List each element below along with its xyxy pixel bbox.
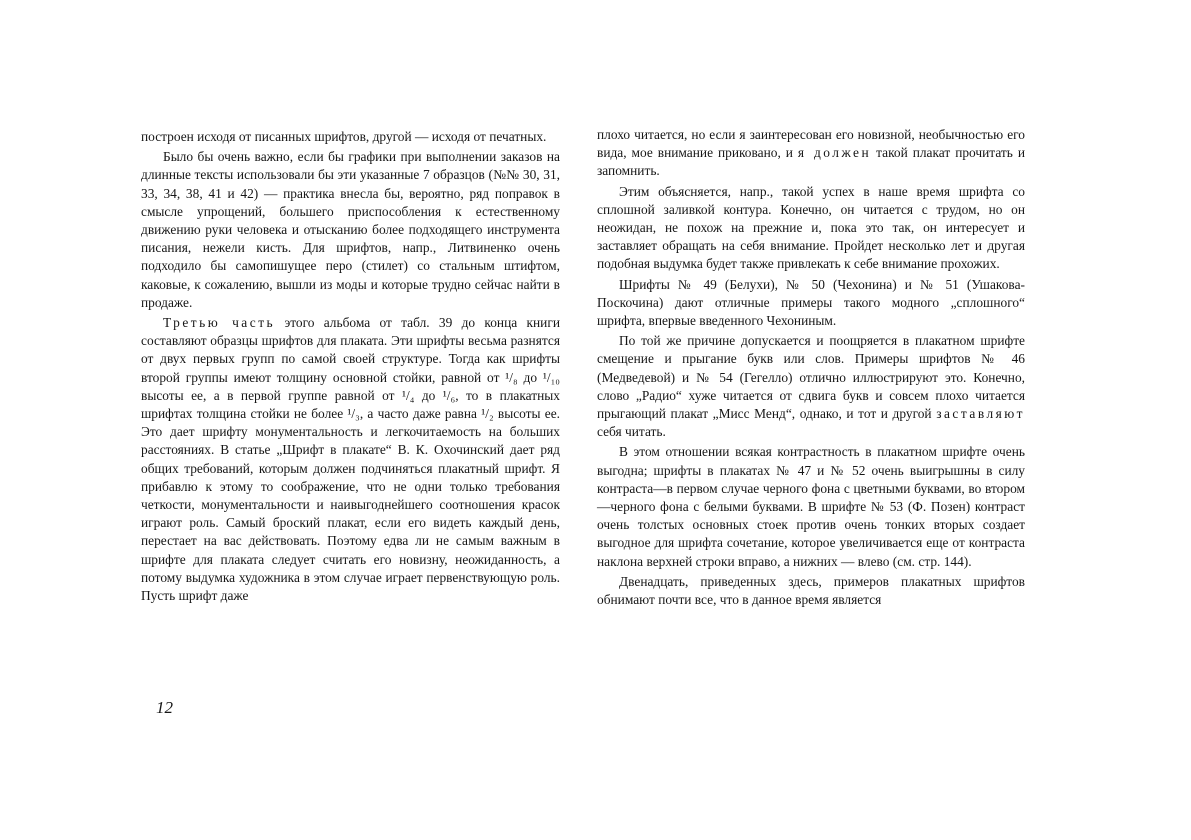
text-run: По той же причине допускается и поощряется в плакатном шрифте смещение и прыгание букв или слов. Примеры шрифтов № 46 (Медведевой) и № 54 (Гегелло) отлично иллюстрируют это. Конечно, слово „Радио“ хуже читается от сдвига букв и совсем плохо читается прыгающий плакат „Мисс Менд“, однако, и тот и другой — [597, 333, 1025, 422]
text-run: , то в плакатных шрифтах толщина стойки не более — [141, 387, 560, 422]
text-run: высоты ее, а в первой группе равной от — [141, 387, 402, 403]
text-run: себя читать. — [597, 424, 666, 440]
fraction: ¹/₁₀ — [542, 369, 560, 385]
left-paragraph-1: построен исходя от писанных шрифтов, другой — исходя от печатных. — [141, 129, 547, 144]
left-paragraph-2: Было бы очень важно, если бы графики при выполнении заказов на длинные тексты использовали бы эти указанные 7 образцов (№№ 30, 31, 33, 34, 38, 41 и 42) — практика внесла бы, вероятно, ряд поправок в смысле упрощений, большего приспособления к естественному движению руки человека и отысканию более подходящего инструмента писания, нежели кисть. Для шрифтов, напр., Литвиненко очень подходило бы самопишущее перо (стилет) со стальным штифтом, каковые, к сожалению, вышли из моды и которые трудно сейчас найти в продаже. — [141, 149, 560, 310]
spaced-emphasis: Третью часть — [163, 315, 276, 331]
right-paragraph-5: В этом отношении всякая контрастность в плакатном шрифте очень выгодна; шрифты в плакатах № 47 и № 52 очень выигрышны в силу контраста—в первом случае черного фона с цветными буквами, во втором—черного фона с белыми буквами. В шрифте № 53 (Ф. Позен) контраст очень толстых основных стоек против очень тонких вторых создает выгодное для шрифта сочетание, которое увеличивается еще от контраста наклона верхней строки вправо, а нижних — влево (см. стр. 144). — [597, 444, 1025, 569]
text-run: до — [414, 387, 443, 403]
right-paragraph-2: Этим объясняется, напр., такой успех в наше время шрифта со сплошной заливкой контура. Конечно, он читается с трудом, но он неожидан, не похож на прежние и, пока это так, он интересует и заставляет обращать на себя внимание. Пройдет несколько лет и другая подобная выдумка будет также привлекать к себе внимание прохожих. — [597, 183, 1025, 272]
right-paragraph-6: Двенадцать, приведенных здесь, примеров плакатных шрифтов обнимают почти все, что в данное время является — [597, 573, 1025, 608]
fraction: ¹/₂ — [481, 406, 494, 422]
text-run: такой плакат прочитать и запомнить. — [597, 145, 1025, 179]
text-run: , а часто даже равна — [359, 406, 482, 422]
right-paragraph-3: Шрифты № 49 (Белухи), № 50 (Чехонина) и № 51 (Ушакова-Поскочина) дают отличные примеры такого модного „сплошного“ шрифта, впервые введенного Чехониным. — [597, 276, 1025, 329]
page-number: 12 — [156, 698, 173, 717]
text-run: до — [517, 369, 543, 385]
fraction: ¹/₃ — [347, 406, 360, 422]
text-run: плохо читается, но если я заинтересован его новизной, необычностью его вида, мое внимание приковано, и — [597, 127, 1025, 161]
right-paragraph-4 — [597, 332, 1025, 441]
right-paragraph-1 — [597, 126, 1025, 181]
left-paragraph-3 — [141, 314, 560, 605]
fraction: ¹/₆ — [442, 387, 456, 403]
spaced-emphasis: заставляют — [936, 406, 1025, 422]
text-run: этого альбома от табл. 39 до конца книги составляют образцы шрифтов для плаката. Эти шрифты весьма разнятся от двух первых групп по самой своей структуре. Тогда как шрифты второй группы имеют толщину основной стойки, равной от — [141, 315, 560, 385]
fraction: ¹/₄ — [401, 387, 415, 403]
right-page-text — [597, 126, 1025, 609]
fraction: ¹/₈ — [505, 369, 518, 385]
left-page-text — [141, 128, 560, 605]
spaced-emphasis: я должен — [797, 145, 872, 161]
text-run: высоты ее. Это дает шрифту монументальность и легкочитаемость на больших расстояниях. В статье „Шрифт в плакате“ В. К. Охочинский дает ряд общих требований, которым должен подчиняться плакатный шрифт. Я прибавлю к этому то соображение, что не одни только требования четкости, монументальности и наивыгоднейшего соотношения красок играют роль. Самый броский плакат, если его видеть каждый день, перестает на вас действовать. Поэтому едва ли не самым важным в шрифте для плаката следует считать его новизну, неожиданность, а потому выдумка художника в этом случае играет первенствующую роль. Пусть шрифт даже — [141, 406, 560, 604]
